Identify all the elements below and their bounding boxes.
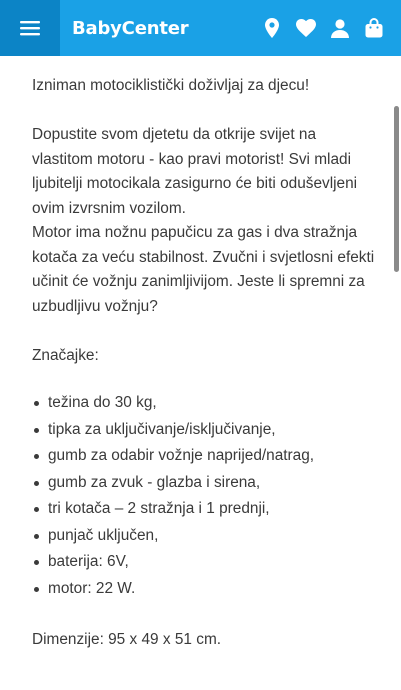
features-list — [32, 390, 377, 602]
location-button[interactable] — [255, 8, 289, 48]
description-paragraph-2: Motor ima nožnu papučicu za gas i dva stražnja kotača za veću stabilnost. Zvučni i svjetlosni efekti učinit će vožnju zanimljivijom. Jeste li spremni za uzbudljivu vožnju? — [32, 224, 375, 315]
shopping-bag-icon — [365, 18, 383, 38]
description-paragraph-1: Dopustite svom djetetu da otkrije svijet na vlastitom motoru - kao pravi motorist! Svi mladi ljubitelji motocikala zasigurno će biti oduševljeni ovim izvrsnim vozilom. — [32, 126, 358, 217]
list-item: tri kotača – 2 stražnja i 1 prednji, — [32, 496, 377, 523]
list-item: tipka za uključivanje/isključivanje, — [32, 417, 377, 444]
user-icon — [331, 19, 349, 38]
list-item: baterija: 6V, — [32, 549, 377, 576]
heart-icon — [296, 19, 316, 37]
dimensions-text: Dimenzije: 95 x 49 x 51 cm. — [32, 631, 222, 648]
product-description — [32, 58, 377, 653]
header-actions — [255, 8, 391, 48]
account-button[interactable] — [323, 8, 357, 48]
brand-logo[interactable]: BabyCenter — [72, 17, 189, 39]
features-heading: Značajke: — [32, 346, 99, 364]
favorites-button[interactable] — [289, 8, 323, 48]
list-item: gumb za odabir vožnje naprijed/natrag, — [32, 443, 377, 470]
list-item: motor: 22 W. — [32, 576, 377, 603]
menu-button[interactable] — [0, 0, 60, 56]
list-item: težina do 30 kg, — [32, 390, 377, 417]
list-item: punjač uključen, — [32, 523, 377, 550]
top-header — [0, 0, 401, 56]
cart-button[interactable] — [357, 8, 391, 48]
scrollbar[interactable] — [394, 106, 399, 272]
location-pin-icon — [265, 18, 279, 38]
list-item: gumb za zvuk - glazba i sirena, — [32, 470, 377, 497]
intro-text: Izniman motociklistički doživljaj za djecu! — [32, 77, 310, 94]
menu-icon — [20, 20, 40, 36]
